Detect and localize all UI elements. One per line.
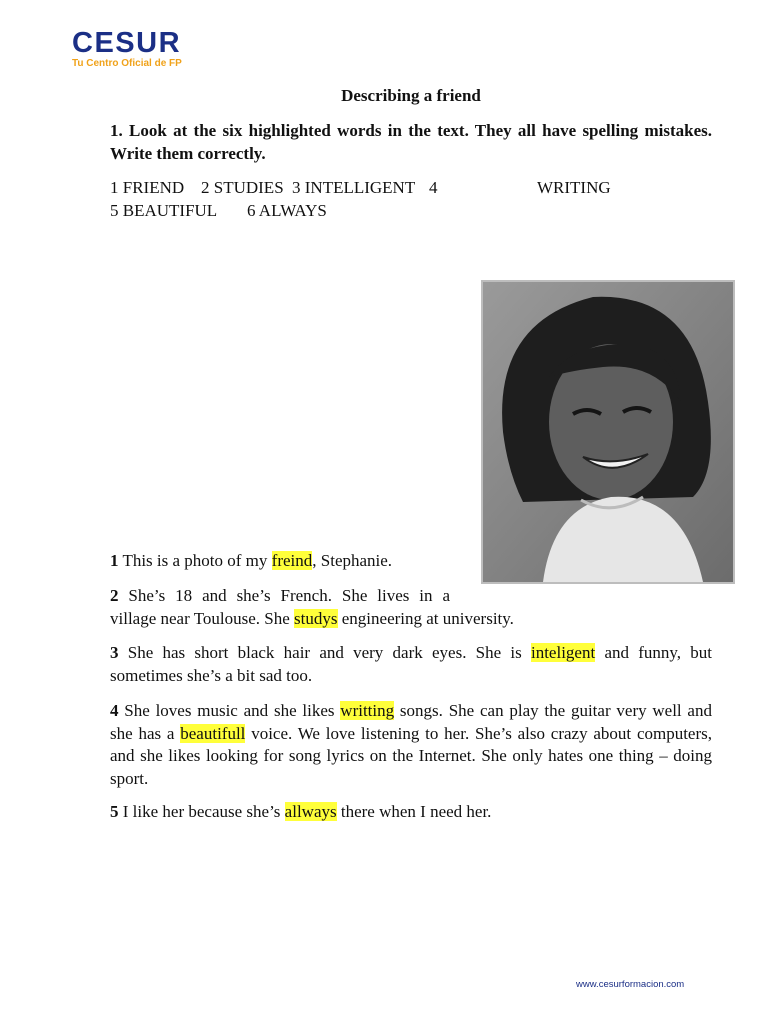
page-title: Describing a friend <box>341 86 481 105</box>
paragraph-2-number: 2 <box>110 586 119 605</box>
footer-website-link[interactable]: www.cesurformacion.com <box>576 979 685 990</box>
paragraph-4-text-2: songs. She can play the guitar very well and she has a <box>110 701 712 743</box>
paragraph-1-text: This is a photo of my <box>118 551 272 570</box>
paragraph-5-number: 5 <box>110 802 119 821</box>
logo-wordmark: CESUR <box>72 27 182 59</box>
answer-4: WRITING <box>537 178 611 197</box>
highlighted-word-beautifull: beautifull <box>180 723 246 743</box>
paragraph-2-line-2 <box>110 608 712 631</box>
answer-2: 2 STUDIES <box>201 178 284 197</box>
paragraph-3-text: She has short black hair and very dark eyes. She is <box>118 643 531 662</box>
answer-1: 1 FRIEND <box>110 178 185 197</box>
highlighted-word-allways: allways <box>284 802 337 821</box>
exercise-instruction: 1. Look at the six highlighted words in the text. They all have spelling mistakes. Write them correctly. <box>110 121 712 163</box>
paragraph-1-text-end: , Stephanie. <box>312 551 393 570</box>
paragraph-4-text: She loves music and she likes <box>118 701 341 720</box>
highlighted-word-studys: studys <box>294 608 338 628</box>
paragraph-3-number: 3 <box>110 643 119 662</box>
answer-6: 6 ALWAYS <box>247 201 327 220</box>
highlighted-word-inteligent: inteligent <box>530 643 596 662</box>
paragraph-4-text-3: voice. We love listening to her. She’s also crazy about computers, and she likes looking for song lyrics on the Internet. She only hates one thing – doing sport. <box>110 723 713 788</box>
paragraph-3 <box>110 642 712 687</box>
paragraph-2 <box>110 585 712 630</box>
paragraph-3-text-end: and funny, but sometimes she’s a bit sad too. <box>110 643 712 685</box>
paragraph-5-text-end: there when I need her. <box>336 802 492 821</box>
answer-5: 5 BEAUTIFUL <box>110 201 218 220</box>
highlighted-word-freind: freind <box>271 551 313 570</box>
paragraph-2-line-1 <box>110 585 450 608</box>
paragraph-5-text: I like her because she’s <box>118 802 285 821</box>
friend-photo <box>481 280 735 584</box>
paragraph-4 <box>110 700 712 790</box>
paragraph-2-text-3: engineering at university. <box>337 608 514 628</box>
answer-3: 3 INTELLIGENT <box>292 178 416 197</box>
paragraph-2-text-2: village near Toulouse. She <box>110 608 295 628</box>
answer-4-number: 4 <box>429 178 438 197</box>
paragraph-2-text: She’s 18 and she’s French. She lives in a <box>118 586 450 605</box>
paragraph-5 <box>110 801 712 824</box>
paragraph-1-number: 1 <box>110 551 119 570</box>
highlighted-word-writting: writting <box>340 701 395 720</box>
cesur-logo <box>72 28 182 70</box>
paragraph-4-number: 4 <box>110 701 119 720</box>
paragraph-1 <box>110 550 712 573</box>
logo-tagline: Tu Centro Oficial de FP <box>72 58 182 69</box>
